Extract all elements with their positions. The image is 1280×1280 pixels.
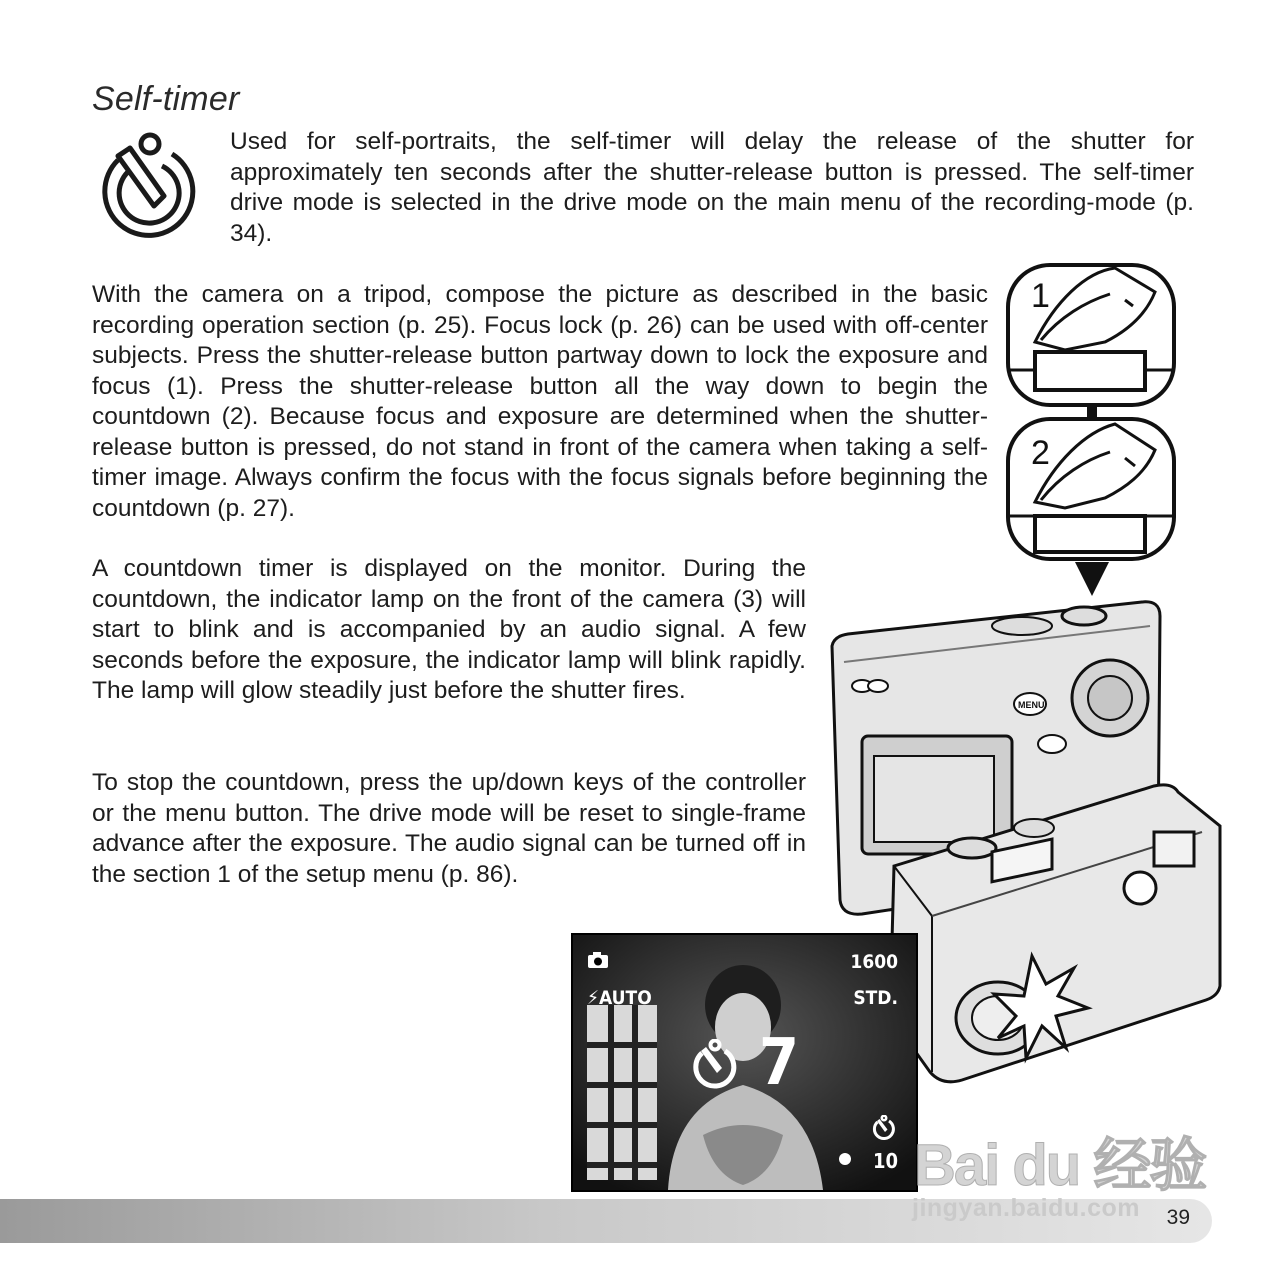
down-arrow-icon: [1075, 562, 1109, 596]
page-title: Self-timer: [92, 80, 240, 118]
menu-button-label: MENU: [1018, 700, 1045, 710]
flash-mode-indicator: [587, 987, 652, 1009]
countdown-number: 7: [759, 1026, 800, 1100]
watermark-brand: Bai du 经验: [914, 1133, 1206, 1198]
resolution-indicator: 1600: [850, 951, 898, 973]
camera-mode-icon: [587, 951, 609, 969]
shutter-press-illustration: [1005, 262, 1181, 602]
shutter-button: [1062, 607, 1106, 625]
quality-indicator: STD.: [853, 987, 898, 1009]
countdown-paragraph: A countdown timer is displayed on the monitor. During the countdown, the indicator lamp on the front of the camera (3) will start to blink and is accompanied by an audio signal. A few seconds before the exposure, the indicator lamp will blink rapidly. The lamp will glow steadily just before the shutter fires.: [92, 555, 806, 704]
tripod-paragraph: With the camera on a tripod, compose the picture as described in the basic recording operation section (p. 25). Focus lock (p. 26) can be used with off-center subjects. Press the shutter-release button partway down to lock the exposure and focus (1). Press the shutter-release button all the way down to begin the countdown (2). Because focus and exposure are determined when the shutter-release button is pressed, do not stand in front of the camera when taking a self-timer image. Always confirm the focus with the focus signals before beginning the countdown (p. 27).: [92, 281, 988, 522]
flash-icon: ⚡: [587, 987, 600, 1009]
flash-mode-label: AUTO: [599, 987, 652, 1009]
playback-button: [1038, 735, 1066, 753]
intro-paragraph: Used for self-portraits, the self-timer will delay the release of the shutter for approximately ten seconds after the shutter-release button is pressed. The self-timer drive mode is selected in the drive mode on the main menu of the recording-mode (p. 34).: [230, 128, 1194, 247]
frames-remaining-counter: 10: [872, 1149, 898, 1173]
viewfinder-window: [1154, 832, 1194, 866]
step-2-label: 2: [1031, 434, 1050, 472]
stop-paragraph: To stop the countdown, press the up/down keys of the controller or the menu button. The drive mode will be reset to single-frame advance after the exposure. The audio signal can be turned off in the section 1 of the setup menu (p. 86).: [92, 769, 806, 888]
self-timer-countdown-icon: [691, 1039, 739, 1091]
monitor-scene: [573, 935, 916, 1190]
page-number: 39: [1166, 1206, 1190, 1229]
camera-monitor: [571, 933, 918, 1192]
drive-mode-self-timer-icon: [872, 1115, 896, 1141]
watermark: [908, 1098, 1208, 1222]
self-timer-icon: [96, 130, 208, 242]
step-1-label: 1: [1031, 277, 1050, 315]
watermark-url: jingyan.baidu.com: [912, 1194, 1140, 1222]
